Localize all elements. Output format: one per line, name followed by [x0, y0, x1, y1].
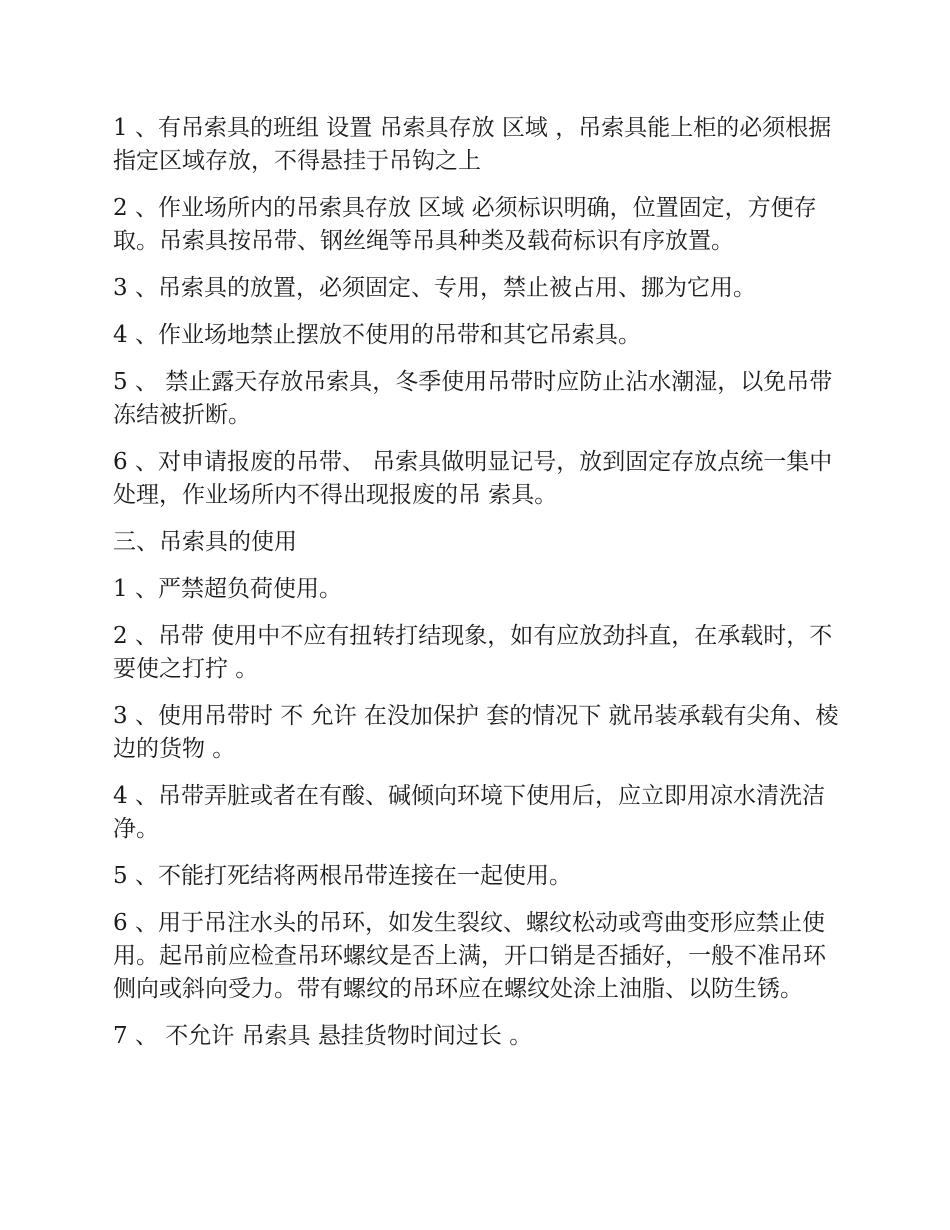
paragraph-storage-2: 2 、作业场所内的吊索具存放 区域 必须标识明确，位置固定，方便存取。吊索具按吊带、钢丝绳等吊具种类及载荷标识有序放置。 [113, 195, 817, 254]
paragraph-usage-4: 4 、吊带弄脏或者在有酸、碱倾向环境下使用后，应立即用凉水清洗洁净。 [113, 783, 825, 842]
paragraph-usage-1: 1 、严禁超负荷使用。 [113, 576, 342, 602]
paragraph-usage-5: 5 、不能打死结将两根吊带连接在一起使用。 [113, 863, 572, 889]
paragraph-storage-3: 3 、吊索具的放置，必须固定、专用，禁止被占用、挪为它用。 [113, 275, 756, 301]
paragraph-storage-6: 6 、对申请报废的吊带、 吊索具做明显记号，放到固定存放点统一集中处理，作业场所内不得出现报废的吊 索具。 [113, 449, 833, 508]
paragraph-usage-6: 6 、用于吊注水头的吊环，如发生裂纹、螺纹松动或弯曲变形应禁止使用。起吊前应检查吊环螺纹是否上满，开口销是否插好，一般不准吊环侧向或斜向受力。带有螺纹的吊环应在螺纹处涂上油脂、以防生锈。 [113, 910, 826, 1002]
document-body [113, 112, 848, 1067]
paragraph-usage-7: 7 、 不允许 吊索具 悬挂货物时间过长 。 [113, 1023, 533, 1049]
paragraph-usage-2: 2 、吊带 使用中不应有扭转打结现象，如有应放劲抖直，在承载时，不要使之打拧 。 [113, 623, 833, 682]
paragraph-storage-4: 4 、作业场地禁止摆放不使用的吊带和其它吊索具。 [113, 322, 641, 348]
paragraph-storage-5: 5 、 禁止露天存放吊索具，冬季使用吊带时应防止沾水潮湿，以免吊带冻结被折断。 [113, 369, 833, 428]
section-heading-usage: 三、吊索具的使用 [113, 529, 297, 555]
paragraph-usage-3: 3 、使用吊带时 不 允许 在没加保护 套的情况下 就吊装承载有尖角、棱边的货物 。 [113, 703, 839, 762]
paragraph-storage-1: 1 、有吊索具的班组 设置 吊索具存放 区域 ，吊索具能上柜的必须根据指定区域存放，不得悬挂于吊钩之上 [113, 115, 832, 174]
